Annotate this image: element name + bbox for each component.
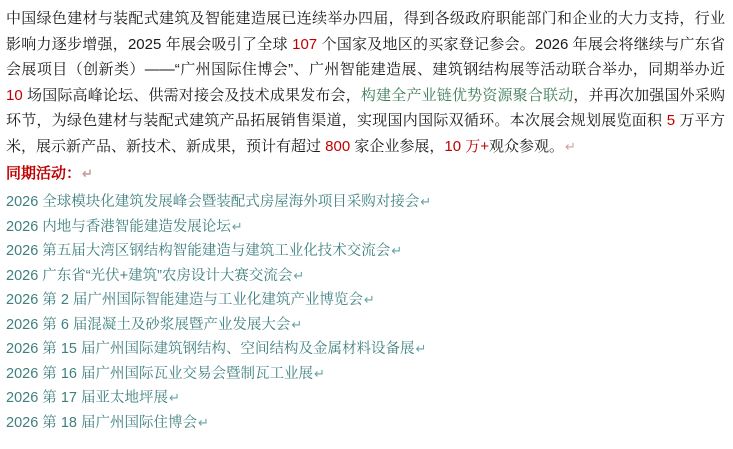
list-item: [6, 190, 725, 215]
intro-segment-11: 10 万+: [444, 137, 489, 155]
intro-segment-8: 万平方米，展示新产品、新技术、新成果，预计有超过: [6, 112, 725, 155]
intro-segment-0: 中国绿色建材与装配式建筑及智能建造展已连续举办四届，得到各级政府职能部门和企业的大力支持，行业影响力逐步增强，2025 年展会吸引了全球: [6, 10, 725, 53]
intro-paragraph: [6, 6, 725, 159]
intro-segment-3: 10: [6, 86, 23, 104]
event-year: 2026: [6, 414, 39, 431]
event-title: 第 2 届广州国际智能建造与工业化建筑产业博览会: [42, 292, 363, 308]
intro-segment-9: 800: [325, 137, 351, 155]
intro-segment-4: 场国际高峰论坛、供需对接会及技术成果发布会，: [22, 86, 361, 104]
list-item: [6, 411, 725, 436]
event-title: 第 6 届混凝土及砂浆展暨产业发展大会: [42, 316, 291, 333]
paragraph-mark-icon: ↵: [363, 292, 375, 307]
list-item: [6, 215, 725, 240]
event-title: 全球模块化建筑发展峰会暨装配式房屋海外项目采购对接会: [42, 194, 420, 210]
event-year: 2026: [6, 365, 39, 382]
paragraph-mark-icon: ↵: [231, 218, 243, 234]
list-item: [6, 288, 725, 313]
list-item: [6, 337, 725, 362]
event-list: [6, 190, 725, 435]
list-item: [6, 239, 725, 264]
paragraph-mark-icon: ↵: [313, 365, 325, 381]
paragraph-mark-icon: ↵: [197, 414, 209, 430]
event-title: 广东省“光伏+建筑”农房设计大赛交流会: [42, 267, 293, 284]
intro-segment-1: 107: [292, 35, 318, 53]
event-year: 2026: [6, 316, 39, 333]
list-item: [6, 264, 725, 289]
event-year: 2026: [6, 292, 39, 308]
paragraph-mark-icon: ↵: [291, 316, 303, 332]
intro-segment-2: 个国家及地区的买家登记参会。2026 年展会将继续与广东省会展项目（创新类）——“广州国际住博会”、广州智能建造展、建筑钢结构展等活动联合举办，同期举办近: [6, 35, 725, 78]
event-title: 第 15 届广州国际建筑钢结构、空间结构及金属材料设备展: [42, 341, 415, 357]
paragraph-mark-icon: ↵: [391, 243, 403, 258]
list-item: [6, 386, 725, 411]
paragraph-mark-icon: ↵: [415, 341, 427, 356]
event-year: 2026: [6, 267, 39, 284]
event-title: 第 17 届亚太地坪展: [42, 390, 168, 406]
paragraph-mark-icon: ↵: [420, 194, 432, 209]
intro-segment-6: ，并再次加强国外采购环节，为绿色建材与装配式建筑产品拓展销售渠道，实现国内国际双循环。本次展会规划展览面积: [6, 86, 725, 129]
concurrent-activities-heading: [6, 161, 725, 186]
event-title: 第五届大湾区钢结构智能建造与建筑工业化技术交流会: [42, 243, 391, 259]
event-title: 第 16 届广州国际瓦业交易会暨制瓦工业展: [42, 365, 313, 382]
list-item: [6, 313, 725, 338]
intro-segment-7: 5: [666, 112, 676, 129]
event-year: 2026: [6, 218, 39, 235]
paragraph-mark-icon: ↵: [82, 166, 93, 181]
paragraph-mark-icon: ↵: [168, 390, 180, 405]
heading-text: 同期活动：: [6, 165, 82, 182]
intro-segment-10: 家企业参展，: [350, 137, 445, 155]
event-year: 2026: [6, 194, 39, 210]
event-year: 2026: [6, 243, 39, 259]
list-item: [6, 362, 725, 387]
event-title: 第 18 届广州国际住博会: [42, 414, 197, 431]
paragraph-mark-icon: ↵: [293, 267, 305, 283]
event-year: 2026: [6, 341, 39, 357]
intro-segment-5: 构建全产业链优势资源聚合联动: [360, 86, 574, 104]
event-title: 内地与香港智能建造发展论坛: [42, 218, 231, 235]
event-year: 2026: [6, 390, 39, 406]
intro-segment-12: 观众参观。: [489, 137, 565, 155]
paragraph-mark-icon: ↵: [565, 138, 576, 154]
